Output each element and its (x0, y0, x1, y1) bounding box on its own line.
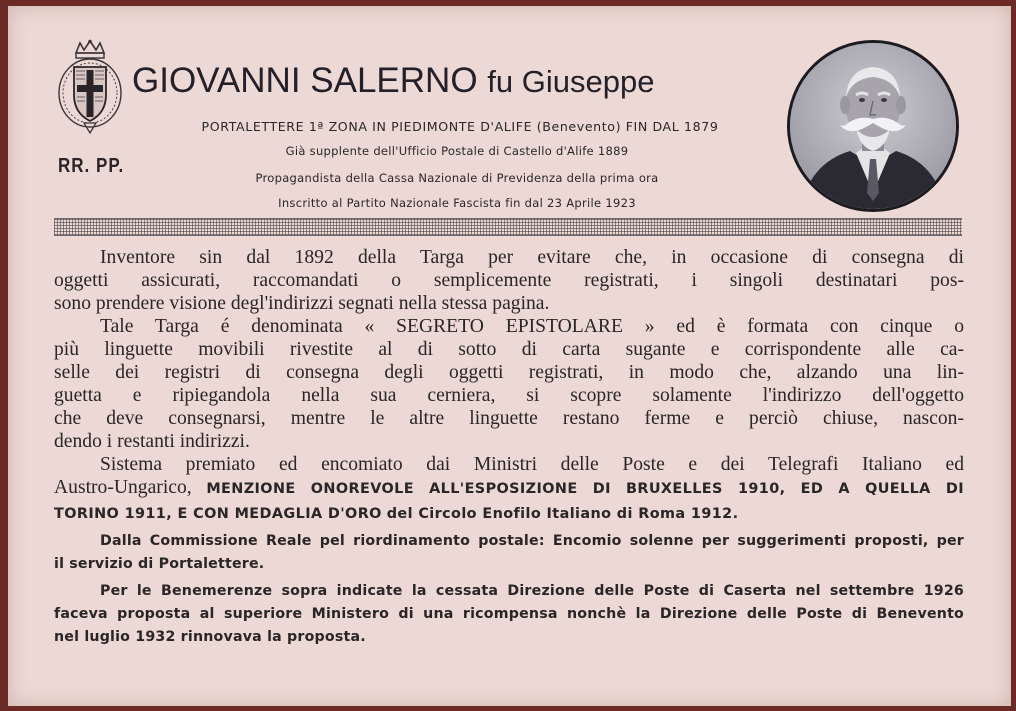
p4-line-2: il servizio di Portalettere. (54, 556, 265, 572)
p1-line-2: oggetti assicurati, raccomandati o semplicemente registrati, i singoli destinatari pos- (54, 270, 964, 291)
body-text (54, 246, 964, 649)
p3-line-2 (54, 476, 964, 501)
portrait-photo (787, 40, 959, 212)
p1-line-3: sono prendere visione degl'indirizzi segnati nella stessa pagina. (54, 293, 550, 314)
header-line-4: Inscritto al Partito Nazionale Fascista fin dal 23 Aprile 1923 (278, 196, 636, 210)
p1-line-1: Inventore sin dal 1892 della Targa per evitare che, in occasione di consegna di (100, 247, 964, 268)
dotted-divider (54, 218, 962, 236)
p2-line-6: dendo i restanti indirizzi. (54, 431, 250, 452)
p2-line-5: che deve consegnarsi, mentre le altre linguette restano ferme e perciò chiuse, nascon- (54, 408, 964, 429)
name-main: GIOVANNI SALERNO (132, 61, 478, 100)
p2-line-4: guetta e ripiegandola nella sua cerniera, si scopre solamente l'indirizzo dell'oggetto (54, 385, 964, 406)
header-line-1: PORTALETTERE 1ª ZONA IN PIEDIMONTE D'ALIFE (Benevento) FIN DAL 1879 (201, 119, 719, 134)
header-line-2: Già supplente dell'Ufficio Postale di Castello d'Alife 1889 (285, 144, 629, 158)
p3-line-3 (54, 501, 964, 526)
name-suffix: fu Giuseppe (487, 64, 655, 99)
p5-line-3: nel luglio 1932 rinnovava la proposta. (54, 629, 366, 645)
rr-pp-label: RR. PP. (58, 154, 125, 177)
p2-line-2: più linguette movibili rivestite al di sotto di carta sugante e corrispondente alle ca- (54, 339, 964, 360)
p2-line-3: selle dei registri di consegna degli oggetti registrati, in modo che, alzando una lin- (54, 362, 964, 383)
p3-line-1: Sistema premiato ed encomiato dai Ministri delle Poste e dei Telegrafi Italiano ed (100, 454, 964, 475)
p5-line-1: Per le Benemerenze sopra indicate la cessata Direzione delle Poste di Caserta nel settembre 1926 (100, 583, 964, 599)
p3-line-2b: MENZIONE ONOREVOLE ALL'ESPOSIZIONE DI BRUXELLES 1910, ED A QUELLA DI (206, 481, 964, 497)
p3-line-3b: del Circolo Enofilo Italiano di Roma 1912. (386, 506, 739, 522)
p5-line-2: faceva proposta al superiore Ministero di una ricompensa nonchè la Direzione delle Poste di Benevento (54, 606, 964, 622)
p2-line-1: Tale Targa é denominata « SEGRETO EPISTOLARE » ed è formata con cinque o (100, 316, 964, 337)
royal-coat-of-arms-icon (54, 39, 126, 135)
p4-line-1: Dalla Commissione Reale pel riordinamento postale: Encomio solenne per suggerimenti proposti, per (100, 533, 964, 549)
header-line-3: Propagandista della Cassa Nazionale di Previdenza della prima ora (255, 171, 659, 185)
person-name (132, 60, 782, 103)
document-card (8, 6, 1011, 706)
p3-line-2a: Austro-Ungarico, (54, 477, 192, 498)
p3-line-3a: TORINO 1911, E CON MEDAGLIA D'ORO (54, 506, 382, 522)
